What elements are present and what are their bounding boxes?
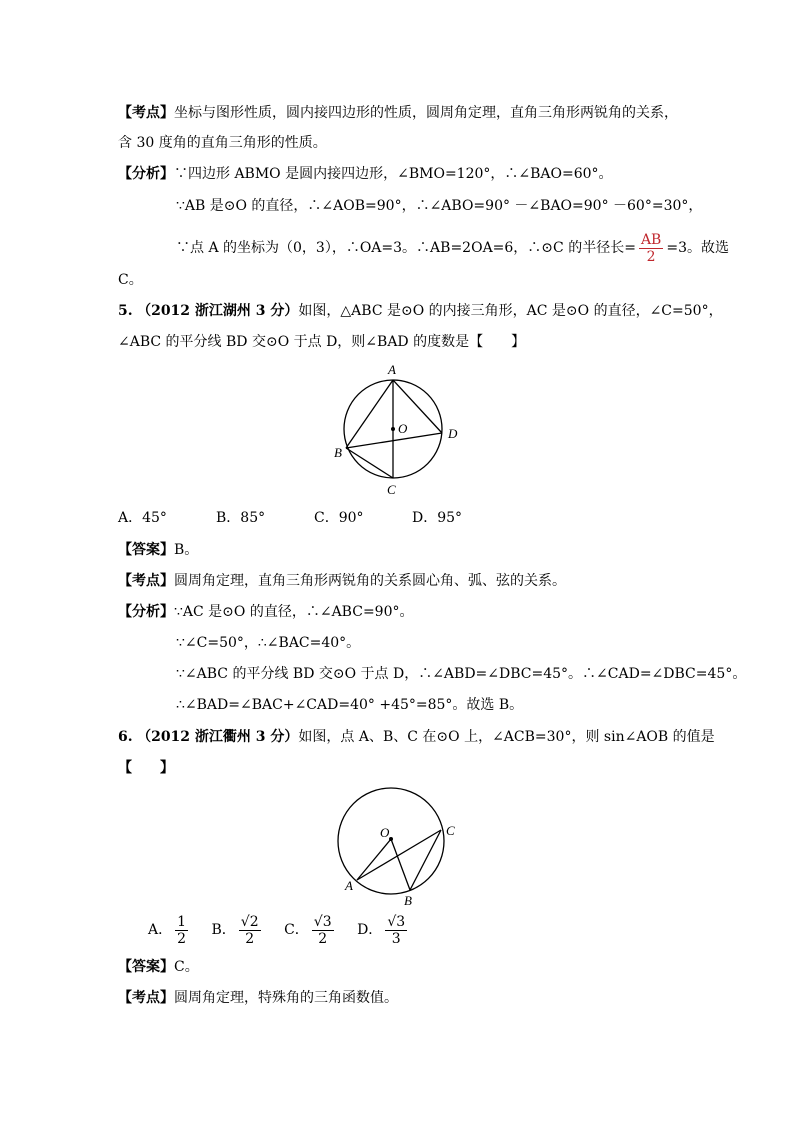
q6-label-o: O [380,825,390,840]
q5-fenxi-3: ∵∠ABC 的平分线 BD 交⊙O 于点 D，∴∠ABD=∠DBC=45°。∴∠CAD=∠DBC=45°。 [176,666,747,682]
q6-answer-label: 【答案】 [118,959,174,975]
q5-circle-figure [330,360,470,498]
q6-option-b-letter: B． [211,922,236,938]
q6-stem-line-1 [118,727,715,747]
q6-option-d-letter: D． [357,922,383,938]
q5-kaodian-text: 圆周角定理，直角三角形两锐角的关系圆心角、弧、弦的关系。 [174,573,566,589]
kaodian-label: 【考点】 [118,105,174,121]
fenxi-line-2: ∵AB 是⊙O 的直径，∴∠AOB=90°，∴∠ABO=90° －∠BAO=90° －60°=30°， [176,198,703,214]
fenxi-label: 【分析】 [118,166,174,182]
q5-kaodian [118,571,566,591]
q6-option-a [148,910,191,950]
q6-stem-line-2: 【 】 [118,760,174,776]
q5-line-bd [346,433,442,448]
q5-center-point [391,427,395,431]
q6-option-d-num: √3 [387,913,406,930]
q5-option-c: C．90° [314,510,364,526]
q6-answer [118,957,199,977]
q6-option-c-fraction [312,914,334,947]
q5-answer [118,540,198,560]
q5-source: （2012 浙江湖州 3 分） [137,303,299,319]
fraction-ab-over-2 [639,232,663,265]
q5-answer-label: 【答案】 [118,542,174,558]
q5-label-o: O [398,421,408,436]
fenxi-line-1 [118,164,613,184]
q6-line-oa [357,839,391,880]
q6-line-ob [391,839,410,890]
q5-fenxi-1 [118,602,413,622]
q6-label-c: C [446,823,455,838]
q6-option-d-fraction [385,914,407,947]
q6-source: （2012 浙江衢州 3 分） [137,729,299,745]
fenxi-line-3-pre: ∵点 A 的坐标为（0，3），∴OA=3。∴AB=2OA=6，∴⊙C 的半径长= [176,240,636,256]
fenxi-line-3-post: =3。故选 [666,240,729,256]
q6-option-d [357,910,410,950]
q5-fenxi-label: 【分析】 [118,604,174,620]
q5-options [118,508,478,528]
q5-line-ab [346,380,393,448]
q5-option-b: B．85° [216,510,266,526]
q6-option-a-num: 1 [177,913,187,930]
q5-fenxi-2: ∵∠C=50°，∴∠BAC=40°。 [176,635,361,651]
q6-label-a: A [345,878,353,893]
fenxi-line-4: C。 [118,272,143,288]
fenxi-line-3 [176,228,729,268]
q5-stem-text: 如图，△ABC 是⊙O 的内接三角形，AC 是⊙O 的直径，∠C=50°， [298,303,723,319]
q6-option-c [284,910,337,950]
q6-option-b-num: √2 [240,913,259,930]
q5-answer-text: B。 [174,542,199,558]
q6-circle-figure [330,782,470,912]
q5-stem-line-1 [118,301,723,321]
kaodian-text: 坐标与图形性质，圆内接四边形的性质，圆周角定理，直角三角形两锐角的关系， [174,105,678,121]
q6-option-b-fraction [239,914,261,947]
q5-stem-line-2: ∠ABC 的平分线 BD 交⊙O 于点 D，则∠BAD 的度数是【 】 [118,334,526,350]
q6-kaodian-text: 圆周角定理，特殊角的三角函数值。 [174,990,398,1006]
q6-option-a-fraction [175,914,188,947]
fraction-numerator: AB [640,231,662,248]
q6-kaodian [118,988,398,1008]
kaodian-line-2: 含 30 度角的直角三角形的性质。 [118,135,327,151]
q6-option-a-den: 2 [177,930,187,947]
q6-number: 6. [118,729,133,745]
q5-label-b: B [334,445,342,460]
q6-option-b-den: 2 [245,930,255,947]
q5-label-c: C [387,482,396,497]
q6-label-b: B [404,893,412,908]
kaodian-line-1 [118,103,678,123]
q6-center-point [389,837,393,841]
q5-label-d: D [448,426,458,441]
q5-option-a: A．45° [118,510,167,526]
q6-answer-text: C。 [174,959,199,975]
q6-option-b [212,910,264,950]
q6-stem-text: 如图，点 A、B、C 在⊙O 上，∠ACB=30°，则 sin∠AOB 的值是 [298,729,715,745]
q5-option-d: D．95° [412,510,463,526]
q6-kaodian-label: 【考点】 [118,990,174,1006]
q6-option-d-den: 3 [391,930,401,947]
q6-options [148,910,426,950]
q5-fenxi-4: ∴∠BAD=∠BAC+∠CAD=40° +45°=85°。故选 B。 [176,697,524,713]
fraction-denominator: 2 [646,248,656,265]
q5-line-bc [346,448,393,478]
q6-option-c-letter: C． [284,922,309,938]
q5-fenxi-text-1: ∵AC 是⊙O 的直径，∴∠ABC=90°。 [174,604,414,620]
q5-label-a: A [388,362,396,377]
q5-kaodian-label: 【考点】 [118,573,174,589]
fenxi-text: ∵四边形 ABMO 是圆内接四边形，∠BMO=120°，∴∠BAO=60°。 [174,166,613,182]
q6-option-a-letter: A． [148,922,173,938]
q6-option-c-num: √3 [313,913,332,930]
q5-number: 5. [118,303,133,319]
q6-option-c-den: 2 [318,930,328,947]
